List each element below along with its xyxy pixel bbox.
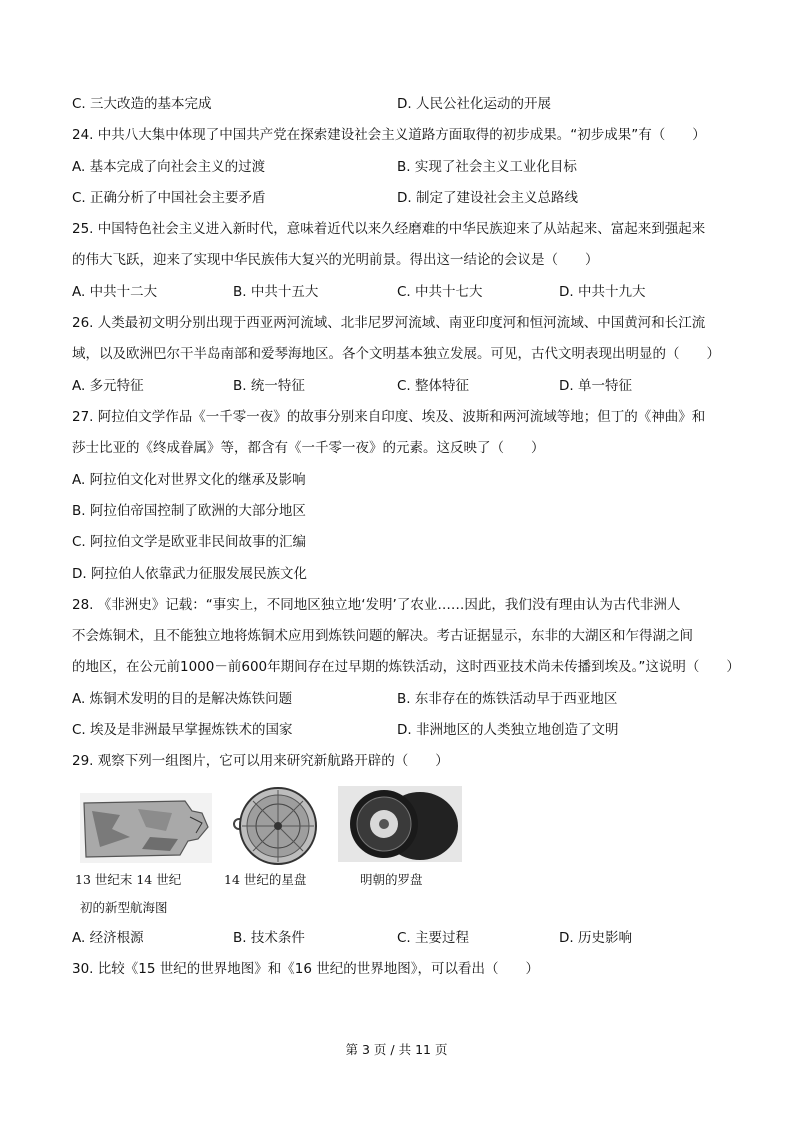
caption-compass: 明朝的罗盘 [360, 872, 423, 887]
q29-option-a: A. 经济根源 [72, 930, 144, 946]
q27-option-b: B. 阿拉伯帝国控制了欧洲的大部分地区 [72, 503, 306, 519]
q24-stem: 24. 中共八大集中体现了中国共产党在探索建设社会主义道路方面取得的初步成果。“初步成果”有（ ） [72, 127, 706, 143]
q27-stem-line2: 莎士比亚的《终成眷属》等，都含有《一千零一夜》的元素。这反映了（ ） [72, 440, 545, 456]
q29-option-d: D. 历史影响 [559, 930, 632, 946]
q25-option-b: B. 中共十五大 [233, 284, 319, 300]
q25-stem-line1: 25. 中国特色社会主义进入新时代，意味着近代以来久经磨难的中华民族迎来了从站起来、富起来到强起来 [72, 221, 706, 237]
q24-option-d: D. 制定了建设社会主义总路线 [397, 190, 578, 206]
q27-stem-line1: 27. 阿拉伯文学作品《一千零一夜》的故事分别来自印度、埃及、波斯和两河流域等地；但丁的《神曲》和 [72, 409, 706, 425]
q27-option-a: A. 阿拉伯文化对世界文化的继承及影响 [72, 472, 306, 488]
q29-stem: 29. 观察下列一组图片，它可以用来研究新航路开辟的（ ） [72, 753, 449, 769]
q26-option-c: C. 整体特征 [397, 378, 470, 394]
q26-option-b: B. 统一特征 [233, 378, 305, 394]
q28-option-d: D. 非洲地区的人类独立地创造了文明 [397, 722, 619, 738]
q24-option-c: C. 正确分析了中国社会主要矛盾 [72, 190, 266, 206]
q25-stem-line2: 的伟大飞跃，迎来了实现中华民族伟大复兴的光明前景。得出这一结论的会议是（ ） [72, 252, 599, 268]
q24-option-a: A. 基本完成了向社会主义的过渡 [72, 159, 266, 175]
q27-option-c: C. 阿拉伯文学是欧亚非民间故事的汇编 [72, 534, 307, 550]
q25-option-c: C. 中共十七大 [397, 284, 483, 300]
q25-option-d: D. 中共十九大 [559, 284, 646, 300]
q30-stem: 30. 比较《15 世纪的世界地图》和《16 世纪的世界地图》，可以看出（ ） [72, 961, 539, 977]
q25-option-a: A. 中共十二大 [72, 284, 158, 300]
q26-stem-line1: 26. 人类最初文明分别出现于西亚两河流域、北非尼罗河流域、南亚印度河和恒河流域、中国黄河和长江流 [72, 315, 706, 331]
q28-stem-line2: 不会炼铜术，且不能独立地将炼铜术应用到炼铁问题的解决。考古证据显示，东非的大湖区和乍得湖之间 [72, 628, 693, 644]
caption-nautical-chart-line2: 初的新型航海图 [80, 900, 168, 915]
caption-astrolabe: 14 世纪的星盘 [224, 872, 307, 887]
q27-option-d: D. 阿拉伯人依靠武力征服发展民族文化 [72, 566, 307, 582]
astrolabe-image [226, 782, 322, 868]
q28-option-a: A. 炼铜术发明的目的是解决炼铁问题 [72, 691, 293, 707]
q26-option-d: D. 单一特征 [559, 378, 632, 394]
caption-nautical-chart-line1: 13 世纪末 14 世纪 [75, 872, 182, 887]
q28-option-b: B. 东非存在的炼铁活动早于西亚地区 [397, 691, 618, 707]
q28-option-c: C. 埃及是非洲最早掌握炼铁术的国家 [72, 722, 293, 738]
q23-option-c: C. 三大改造的基本完成 [72, 96, 212, 112]
q29-option-c: C. 主要过程 [397, 930, 470, 946]
q26-option-a: A. 多元特征 [72, 378, 144, 394]
q26-stem-line2: 域，以及欧洲巴尔干半岛南部和爱琴海地区。各个文明基本独立发展。可见，古代文明表现出明显的（ ） [72, 346, 720, 362]
nautical-chart-image [80, 793, 212, 863]
q24-option-b: B. 实现了社会主义工业化目标 [397, 159, 577, 175]
page-number: 第 3 页 / 共 11 页 [345, 1042, 448, 1057]
compass-image [338, 786, 462, 862]
q29-option-b: B. 技术条件 [233, 930, 305, 946]
q23-option-d: D. 人民公社化运动的开展 [397, 96, 551, 112]
q28-stem-line3: 的地区，在公元前1000－前600年期间存在过早期的炼铁活动，这时西亚技术尚未传播到埃及。”这说明（ ） [72, 659, 740, 675]
q28-stem-line1: 28. 《非洲史》记载：“事实上，不同地区独立地‘发明’了农业……因此，我们没有理由认为古代非洲人 [72, 597, 681, 613]
